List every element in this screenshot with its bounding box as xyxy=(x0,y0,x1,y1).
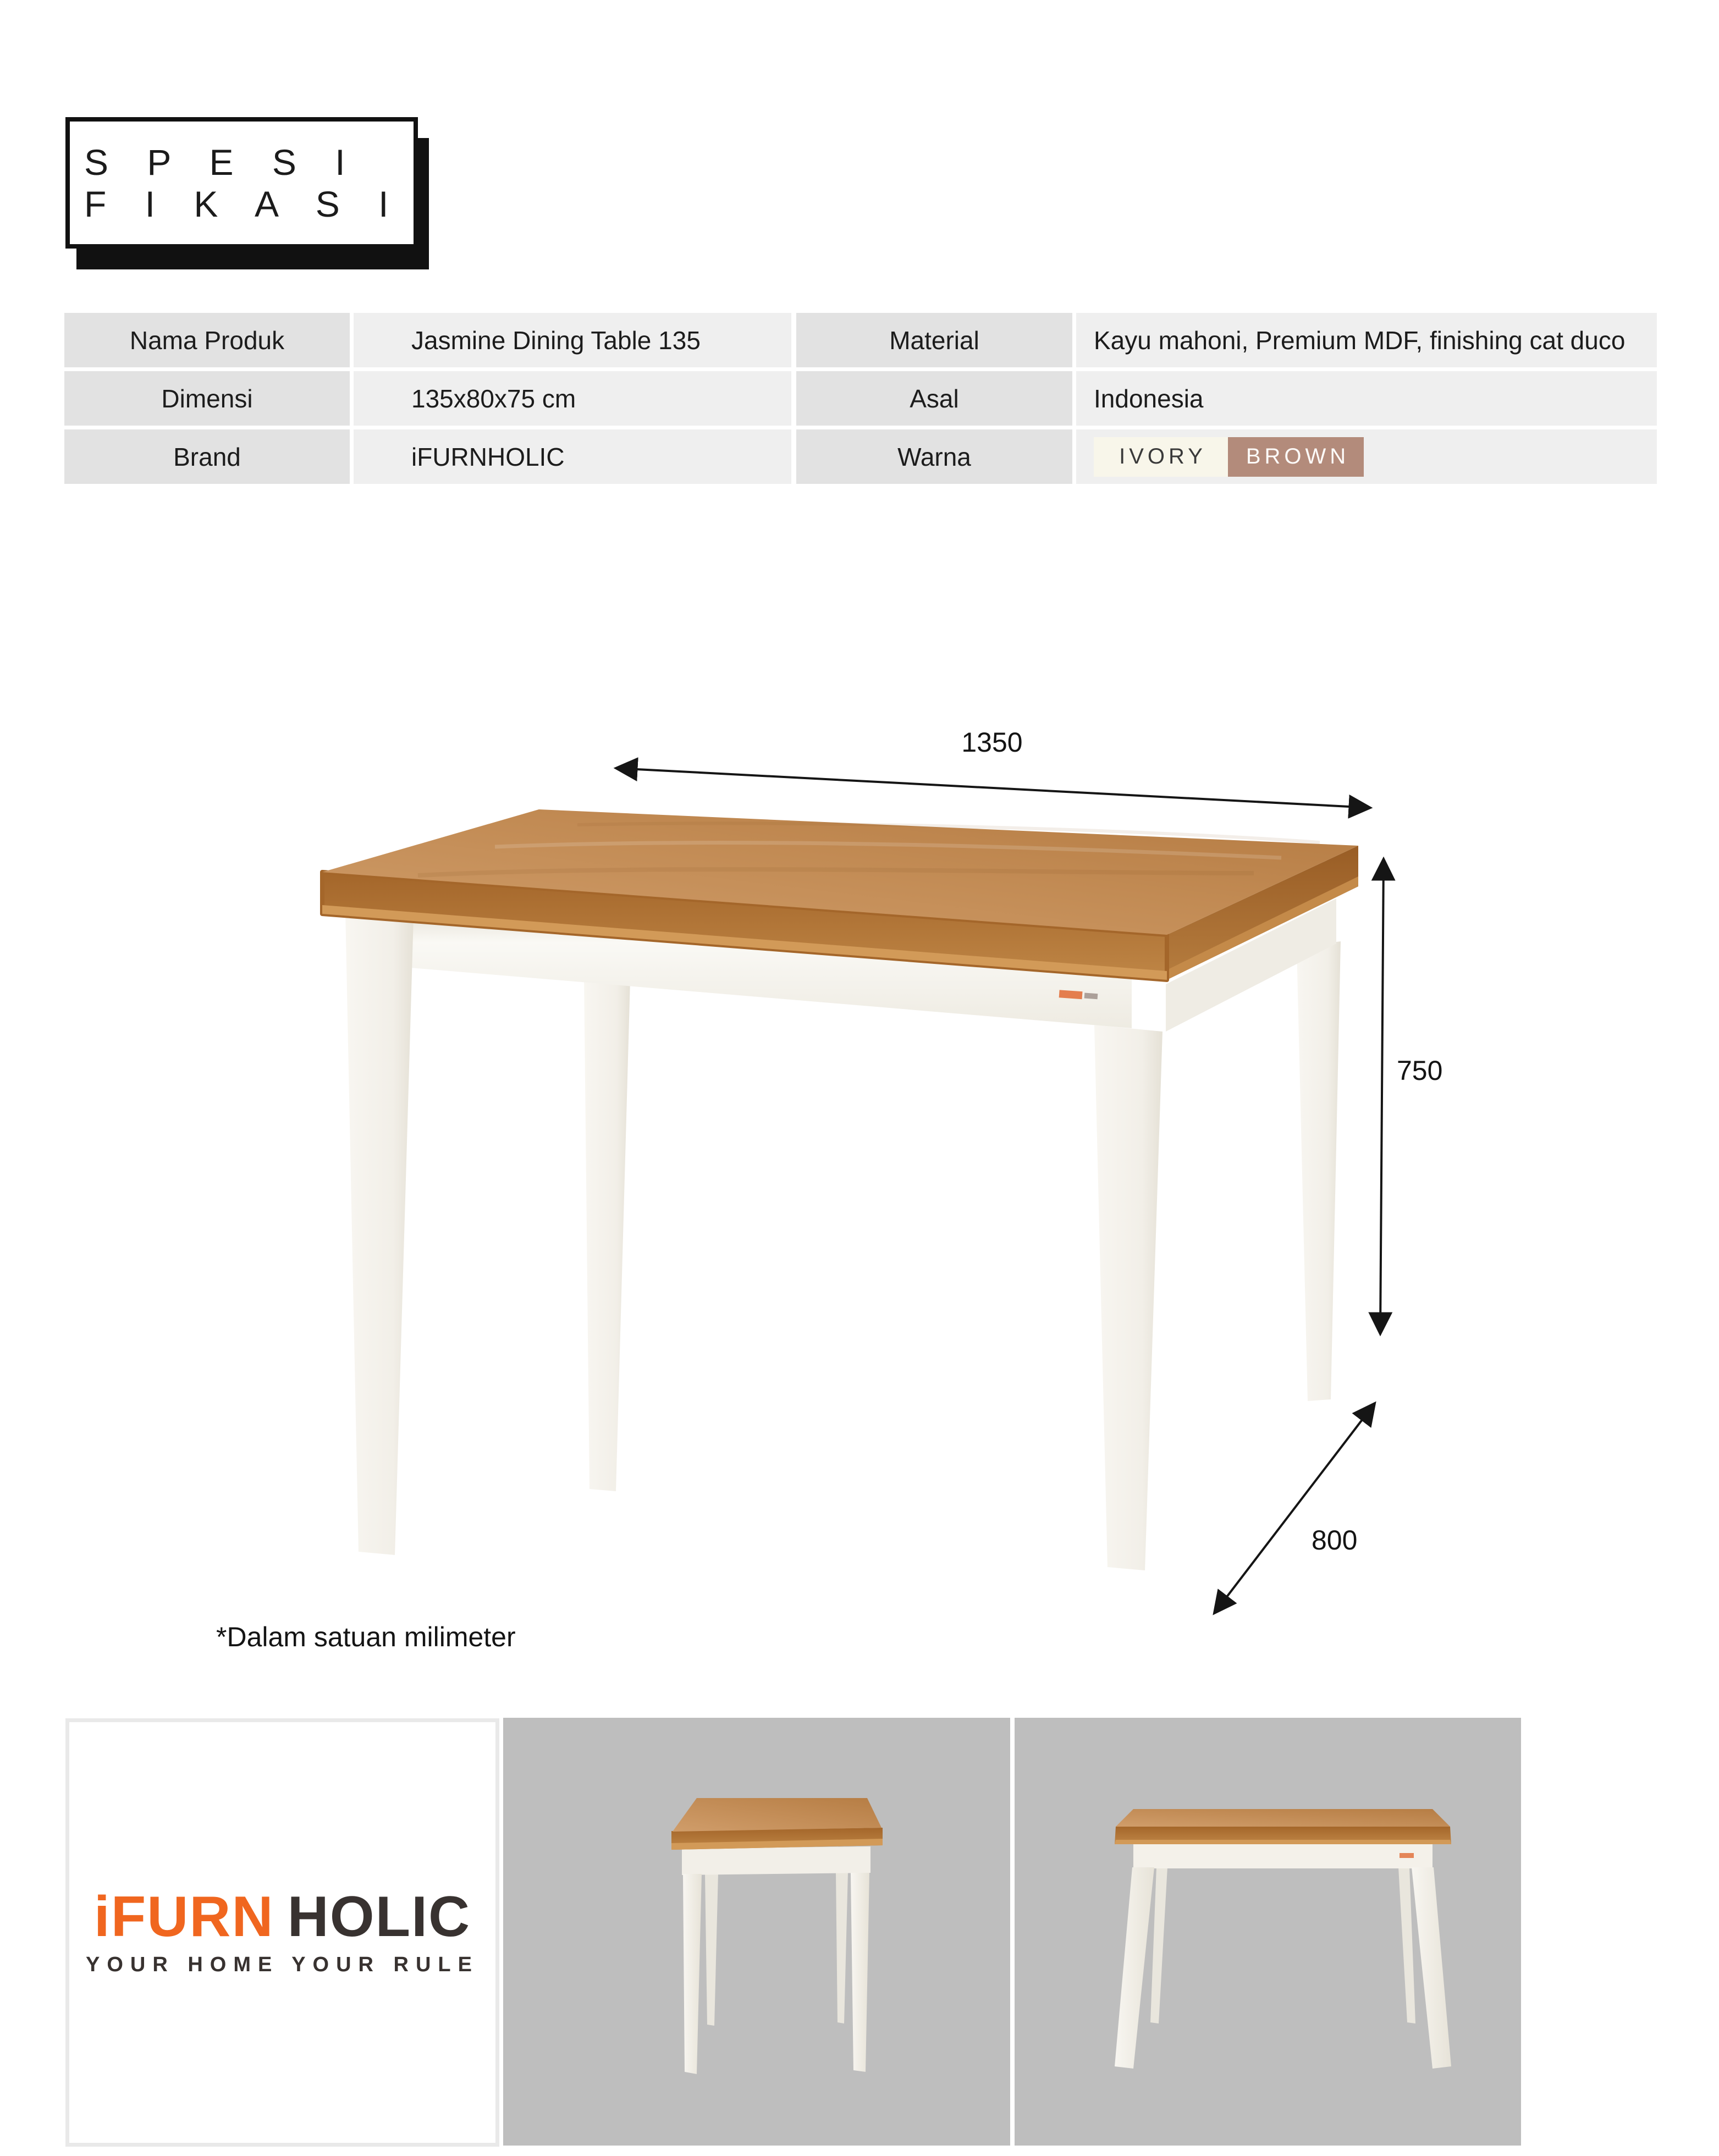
tabletop-surface xyxy=(1116,1809,1450,1827)
dimension-arrow-width xyxy=(616,768,1370,808)
brand-logo-card xyxy=(65,1718,499,2147)
table-leg-back-left xyxy=(584,976,630,1491)
table-leg-front-left xyxy=(683,1874,702,2074)
color-swatch-brown: BROWN xyxy=(1228,437,1364,477)
table-apron xyxy=(1133,1843,1433,1868)
dimension-label-width: 1350 xyxy=(961,727,1023,758)
spec-value-text: Indonesia xyxy=(1094,384,1204,413)
brand-logo xyxy=(93,1885,471,1949)
spec-label-text: Asal xyxy=(910,384,959,413)
page-title-box xyxy=(65,117,418,249)
dimension-label-depth: 800 xyxy=(1312,1525,1358,1556)
table-apron xyxy=(682,1846,870,1875)
spec-value-material xyxy=(1076,313,1657,367)
spec-label-nama-produk xyxy=(64,313,350,367)
brand-tagline: YOUR HOME YOUR RULE xyxy=(85,1953,479,1976)
spec-label-dimensi xyxy=(64,371,350,426)
spec-label-warna xyxy=(796,429,1072,484)
spec-label-text: Nama Produk xyxy=(129,326,285,355)
page-title: S P E S I F I K A S I xyxy=(84,141,403,224)
table-front-view-illustration xyxy=(1015,1718,1521,2146)
dimension-arrow-height xyxy=(1380,859,1384,1334)
spec-label-text: Material xyxy=(889,326,979,355)
spec-label-material xyxy=(796,313,1072,367)
table-leg-back-left xyxy=(1150,1867,1167,2023)
spec-value-dimensi xyxy=(354,371,791,426)
table-leg-back-right xyxy=(836,1872,848,2023)
product-photo-side-view-panel xyxy=(503,1718,1010,2146)
tabletop-surface xyxy=(673,1798,881,1832)
product-photo-front-view-panel xyxy=(1015,1718,1521,2146)
spec-value-asal xyxy=(1076,371,1657,426)
spec-label-asal xyxy=(796,371,1072,426)
dimension-label-height: 750 xyxy=(1397,1055,1443,1086)
table-leg-front-right xyxy=(1094,1025,1162,1570)
table-leg-front-left xyxy=(345,910,414,1555)
spec-value-text: 135x80x75 cm xyxy=(411,384,576,413)
table-leg-front-left xyxy=(1115,1867,1154,2069)
spec-value-nama-produk xyxy=(354,313,791,367)
table-leg-back-right xyxy=(1297,941,1341,1401)
spec-label-text: Warna xyxy=(897,442,971,471)
brand-logo-ifurn: iFURN xyxy=(93,1885,274,1949)
spec-label-text: Dimensi xyxy=(161,384,253,413)
table-leg-front-right xyxy=(851,1873,869,2072)
spec-value-text: Jasmine Dining Table 135 xyxy=(411,326,701,355)
spec-label-brand xyxy=(64,429,350,484)
tabletop-edge-highlight xyxy=(1115,1840,1451,1844)
color-swatch-ivory: IVORY xyxy=(1094,437,1228,477)
spec-value-text: iFURNHOLIC xyxy=(411,442,565,471)
dining-table-dimension-figure xyxy=(0,704,1719,1650)
table-leg-back-left xyxy=(705,1873,718,2026)
apron-brand-sticker xyxy=(1400,1853,1414,1858)
unit-note: *Dalam satuan milimeter xyxy=(216,1622,516,1652)
table-side-view-illustration xyxy=(503,1718,1010,2146)
spec-value-warna xyxy=(1076,429,1657,484)
table-leg-front-right xyxy=(1412,1867,1451,2069)
spec-label-text: Brand xyxy=(173,442,241,471)
brand-logo-holic: HOLIC xyxy=(287,1885,471,1949)
spec-value-brand xyxy=(354,429,791,484)
spec-value-text: Kayu mahoni, Premium MDF, finishing cat duco xyxy=(1094,326,1626,355)
dimension-arrow-depth xyxy=(1214,1403,1375,1613)
table-leg-back-right xyxy=(1398,1867,1415,2023)
